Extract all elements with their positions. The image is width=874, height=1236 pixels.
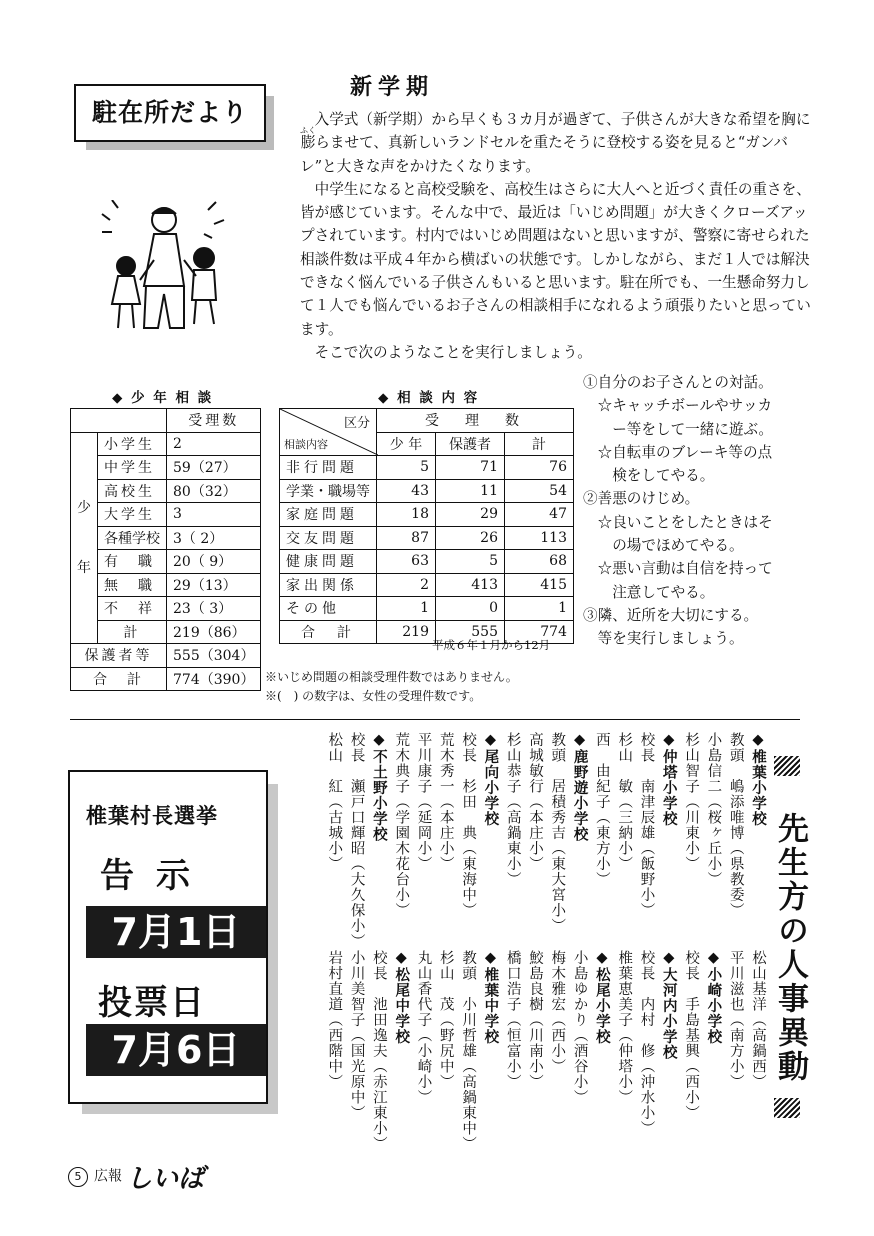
table-cell: 18 <box>377 503 436 527</box>
school-heading: ◆不土野小学校 <box>370 732 387 842</box>
school-heading: ◆鹿野遊小学校 <box>571 732 588 842</box>
article-body <box>300 108 815 364</box>
table-header-cell: 受 理 数 <box>377 409 574 433</box>
teacher-entry: 校長 南津辰雄（飯野小） <box>638 732 655 918</box>
article-title: 新学期 <box>350 75 435 100</box>
school-heading: ◆椎葉中学校 <box>482 950 499 1045</box>
teacher-entry: 平川康子（延岡小） <box>415 732 432 872</box>
article-paragraph-2: 中学生になると高校受験を、高校生はさらに大人へと近づく責任の重さを、皆が感じています。そんな中で、最近は「いじめ問題」が大きくクローズアップされています。村内ではいじめ問題はないと思いますが、警察に寄せられた相談件数は平成４年から横ばいの状態です。しかしながら、まだ１人では解決できなく悩んでいる子供さんもいると思います。駐在所でも、一生懸命努力して１人でも悩んでいるお子さんの相談相手になれるよう頑張りたいと思っています。 <box>300 180 811 338</box>
table-cell: 43 <box>377 479 436 503</box>
table-row <box>71 667 261 691</box>
table-cell-label: 学業・職場等 <box>280 479 377 503</box>
school-heading: ◆大河内小学校 <box>660 950 677 1060</box>
table-row <box>280 597 574 621</box>
plan-line: 検をしてやる。 <box>583 467 715 485</box>
table-cell-value: 29（13） <box>167 573 261 597</box>
announcement-date: 7月1日 <box>86 906 266 958</box>
table-cell: 1 <box>377 597 436 621</box>
table-cell: 63 <box>377 550 436 574</box>
footnote: ※( ) の数字は、女性の受理件数です。 <box>265 689 482 703</box>
teacher-entry: 校長 池田逸夫（赤江東小） <box>370 950 387 1152</box>
article-paragraph-1: 入学式（新学期）から早くも３カ月が過ぎて、子供さんが大きな希望を胸に膨ふくらませて、真新しいランドセルを重たそうに登校する姿を見ると“ガンバレ”と大きな声をかけたくなります。 <box>300 111 811 175</box>
table-cell-label: その他 <box>280 597 377 621</box>
table-row <box>71 550 261 574</box>
youth-consultation-title: ◆ 少 年 相 談 <box>112 390 214 406</box>
consultation-content-title: ◆ 相 談 内 容 <box>378 390 480 406</box>
table-cell-label: 大学生 <box>98 503 167 527</box>
table-cell: 29 <box>436 503 505 527</box>
table-row <box>71 456 261 480</box>
table-header-cell: 計 <box>505 432 574 456</box>
table-cell: 2 <box>377 573 436 597</box>
table-cell: 415 <box>505 573 574 597</box>
teacher-entry: 校長 杉田 典（東海中） <box>460 732 477 918</box>
teacher-entry: 小島ゆかり（酒谷小） <box>571 950 588 1105</box>
table-cell-label: 無 職 <box>98 573 167 597</box>
plan-line: 等を実行しましょう。 <box>583 630 744 648</box>
table-cell-label: 交友問題 <box>280 526 377 550</box>
table-cell-label: 小学生 <box>98 432 167 456</box>
table-cell: 5 <box>377 456 436 480</box>
school-heading: ◆椎葉小学校 <box>750 732 766 827</box>
teacher-entry: 西 由紀子（東方小） <box>593 732 610 887</box>
table-row <box>280 503 574 527</box>
table-cell-label: 各種学校 <box>98 526 167 550</box>
table-cell: 11 <box>436 479 505 503</box>
table-cell: 1 <box>505 597 574 621</box>
table-row <box>71 597 261 621</box>
table-cell-value: 3 <box>167 503 261 527</box>
page-number: 5 <box>68 1167 88 1187</box>
table-row <box>280 456 574 480</box>
teacher-entry: 校長 瀬戸口輝昭（大久保小） <box>348 732 365 949</box>
personnel-title: 先生方の人事異動 <box>772 812 808 1084</box>
table-header-cell: 保護者 <box>436 432 505 456</box>
table-side-label: 少 年 <box>71 432 98 644</box>
table-cell: 0 <box>436 597 505 621</box>
teacher-entry: 杉山恭子（高鍋東小） <box>504 732 521 887</box>
table-cell: 71 <box>436 456 505 480</box>
table-period-note: 平成６年１月から12月 <box>432 638 551 652</box>
teacher-entry: 荒木典子（学園木花台小） <box>393 732 410 918</box>
personnel-changes-heading <box>766 752 812 1122</box>
table-row <box>280 526 574 550</box>
footnote: ※いじめ問題の相談受理件数ではありません。 <box>265 670 518 684</box>
plan-line: ③隣、近所を大切にする。 <box>583 606 759 624</box>
plan-line: ☆キャッチボールやサッカ <box>583 397 773 415</box>
table-cell: 5 <box>436 550 505 574</box>
table-cell-label: 家出関係 <box>280 573 377 597</box>
section-title: 駐在所だより <box>91 98 248 127</box>
table-cell-label: 不 祥 <box>98 597 167 621</box>
table-row <box>71 573 261 597</box>
page-footer <box>68 1158 204 1195</box>
teacher-entry: 橋口浩子（恒富小） <box>504 950 521 1090</box>
teacher-entry: 松山基洋（高鍋西） <box>750 950 766 1090</box>
plan-line: ②善悪のけじめ。 <box>583 490 700 508</box>
table-cell: 26 <box>436 526 505 550</box>
table-footnotes <box>265 668 518 706</box>
plan-line: の場でほめてやる。 <box>583 537 744 555</box>
voting-day-label: 投票日 <box>98 983 206 1023</box>
table-cell-value: 20（ 9） <box>167 550 261 574</box>
teacher-entry: 丸山香代子（小崎小） <box>415 950 432 1105</box>
teacher-entry: 校長 手島基興（西小） <box>683 950 700 1121</box>
table-cell-label: 合 計 <box>280 620 377 644</box>
teacher-entry: 小島信二（桜ヶ丘小） <box>705 732 722 887</box>
table-cell-value: 2 <box>167 432 261 456</box>
table-cell: 54 <box>505 479 574 503</box>
school-heading: ◆松尾中学校 <box>393 950 410 1045</box>
teacher-entry: 荒木秀一（本庄小） <box>437 732 454 872</box>
hatch-decoration <box>774 1098 800 1118</box>
youth-consultation-table <box>70 408 261 691</box>
plan-line: ー等をして一緒に遊ぶ。 <box>583 420 774 438</box>
table-cell-label: 家庭問題 <box>280 503 377 527</box>
table-cell: 47 <box>505 503 574 527</box>
magazine-name: しいば <box>126 1164 205 1194</box>
section-title-box <box>74 84 266 142</box>
table-corner-cell <box>280 409 377 456</box>
teacher-entry: 杉山 茂（野尻中） <box>437 950 454 1090</box>
table-row <box>280 479 574 503</box>
teacher-entry: 杉山 敏（三納小） <box>616 732 633 872</box>
school-heading: ◆松尾小学校 <box>593 950 610 1045</box>
plan-line: ☆良いことをしたときはそ <box>583 513 773 531</box>
table-row <box>280 573 574 597</box>
footer-label: 広報 <box>94 1168 122 1185</box>
table-row <box>71 432 261 456</box>
table-cell-label: 保護者等 <box>71 644 167 668</box>
school-heading: ◆尾向小学校 <box>482 732 499 827</box>
hatch-decoration <box>774 756 800 776</box>
table-row <box>71 620 261 644</box>
table-cell-value: 774（390） <box>167 667 261 691</box>
teacher-entry: 松山 紅（古城小） <box>326 732 343 872</box>
teacher-entry: 岩村直道（西階中） <box>326 950 343 1090</box>
table-cell: 87 <box>377 526 436 550</box>
table-cell: 413 <box>436 573 505 597</box>
article-paragraph-3: そこで次のようなことを実行しましょう。 <box>314 343 592 361</box>
table-cell-label: 有 職 <box>98 550 167 574</box>
plan-line: ①自分のお子さんとの対話。 <box>583 374 773 391</box>
school-heading: ◆小崎小学校 <box>705 950 722 1045</box>
table-header-cell: 少 年 <box>377 432 436 456</box>
plan-line: 注意してやる。 <box>583 583 715 601</box>
announcement-label: 告示 <box>100 856 212 896</box>
table-row <box>71 526 261 550</box>
table-row <box>71 479 261 503</box>
header-content: 相談内容 <box>284 438 328 451</box>
table-cell-label: 高校生 <box>98 479 167 503</box>
election-title: 椎葉村長選挙 <box>86 804 218 828</box>
teacher-entry: 椎葉恵美子（仲塔小） <box>616 950 633 1105</box>
table-corner-cell <box>71 409 167 433</box>
teacher-entry: 梅木雅宏（西小） <box>549 950 566 1074</box>
table-cell-value: 80（32） <box>167 479 261 503</box>
police-officer-children-illustration <box>100 200 240 340</box>
teacher-entry: 高城敏行（本庄小） <box>527 732 543 872</box>
table-cell-label: 合 計 <box>71 667 167 691</box>
table-cell-value: 555（304） <box>167 644 261 668</box>
table-cell-value: 59（27） <box>167 456 261 480</box>
action-plan-list <box>583 371 823 651</box>
table-cell: 774 <box>505 620 574 644</box>
table-cell: 555 <box>436 620 505 644</box>
table-row <box>280 550 574 574</box>
table-row <box>71 644 261 668</box>
teacher-entry: 教頭 嶋添唯博（県教委） <box>727 732 744 918</box>
table-cell: 113 <box>505 526 574 550</box>
teacher-entry: 平川滋也（南方小） <box>727 950 744 1090</box>
table-cell-label: 非行問題 <box>280 456 377 480</box>
header-kubun: 区分 <box>343 416 370 431</box>
teacher-entry: 教頭 小川哲雄（高鍋東中） <box>460 950 477 1152</box>
teacher-entry: 校長 内村 修（沖水小） <box>638 950 655 1136</box>
plan-line: ☆悪い言動は自信を持って <box>583 560 773 578</box>
table-cell: 76 <box>505 456 574 480</box>
table-cell-value: 23（ 3） <box>167 597 261 621</box>
table-cell: 219 <box>377 620 436 644</box>
school-heading: ◆仲塔小学校 <box>660 732 677 827</box>
table-cell-value: 3（ 2） <box>167 526 261 550</box>
teacher-entry: 小川美智子（国光原中） <box>348 950 365 1121</box>
table-header-cell: 受理数 <box>167 409 261 433</box>
teacher-entry: 教頭 居積秀吉（東大宮小） <box>549 732 566 934</box>
table-row <box>71 503 261 527</box>
section-divider <box>70 719 800 720</box>
table-cell: 68 <box>505 550 574 574</box>
consultation-content-table <box>279 408 574 644</box>
table-cell-label: 中学生 <box>98 456 167 480</box>
voting-date: 7月6日 <box>86 1024 266 1076</box>
table-cell-label: 計 <box>98 620 167 644</box>
table-cell-label: 健康問題 <box>280 550 377 574</box>
teacher-entry: 鮫島良樹（川南小） <box>527 950 543 1090</box>
plan-line: ☆自転車のブレーキ等の点 <box>583 443 773 461</box>
teacher-entry: 杉山智子（川東小） <box>683 732 700 872</box>
table-cell-value: 219（86） <box>167 620 261 644</box>
